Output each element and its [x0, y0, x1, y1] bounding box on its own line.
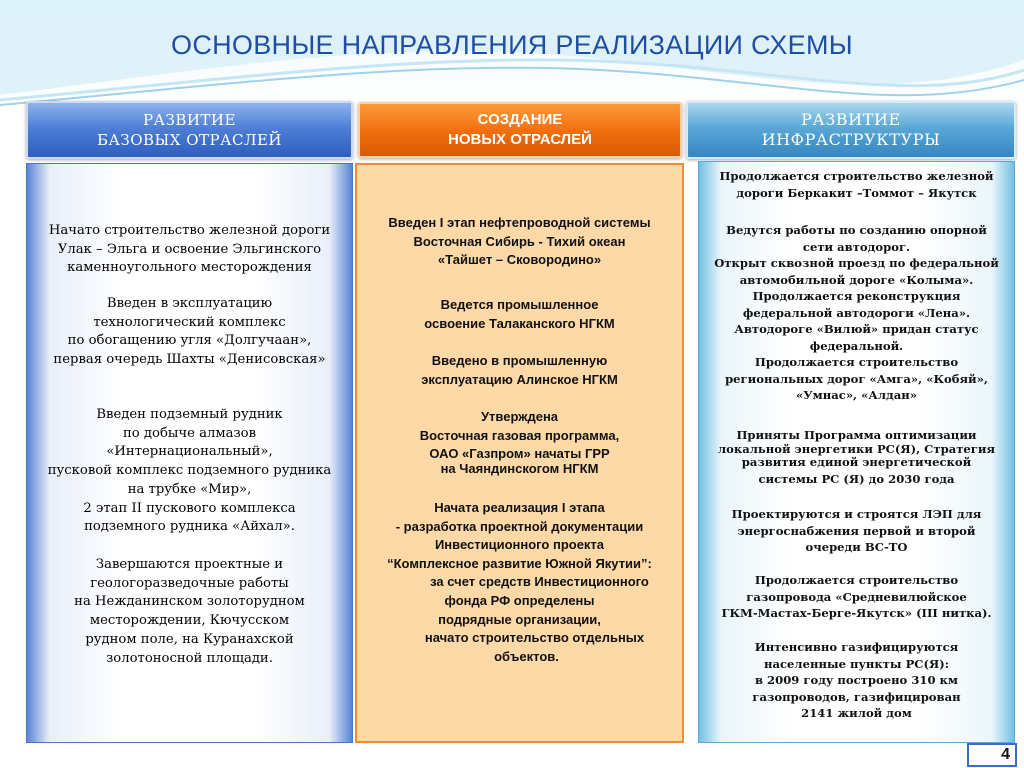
paragraph [27, 222, 352, 278]
page-number: 4 [967, 743, 1017, 767]
text-line: подземного рудника «Айхал». [84, 519, 295, 535]
text-line: Ведутся работы по созданию опорной [726, 223, 987, 237]
text-line: Автодороге «Вилюй» придан статус [734, 322, 979, 336]
text-line: региональных дорог «Амга», «Кобяй», [725, 371, 988, 386]
text-line: Открыт сквозной проезд по федеральной [714, 256, 999, 270]
text-line: по обогащению угля «Долгучаан», [67, 333, 312, 349]
text-line: объектов. [494, 648, 559, 664]
header-basic-industries [26, 101, 353, 159]
text-line: каменноугольного месторождения [67, 260, 312, 276]
text-line: Восточная Сибирь - Тихий океан [413, 233, 626, 249]
header-line: БАЗОВЫХ ОТРАСЛЕЙ [96, 131, 283, 149]
paragraph [357, 352, 682, 389]
text-line: газопровода «Средневилюйское [746, 589, 967, 604]
text-line: Интенсивно газифицируются [754, 640, 959, 654]
text-line: газопроводов, газифицирован [752, 689, 961, 704]
text-line: за счет средств Инвестиционного [430, 574, 649, 590]
text-line: Восточная газовая программа, [419, 427, 620, 443]
text-line: Инвестиционного проекта [434, 537, 605, 553]
paragraph [357, 214, 682, 270]
text-line: системы РС (Я) до 2030 года [758, 471, 955, 486]
text-line: Завершаются проектные и [95, 557, 284, 572]
paragraph [699, 506, 1014, 556]
text-line: в 2009 году построено 310 км [754, 673, 959, 687]
text-line: Введен подземный рудник [96, 407, 283, 422]
paragraph [27, 556, 352, 668]
header-new-industries [358, 102, 682, 158]
text-line: энергоснабжения первой и второй [737, 523, 976, 538]
header-infrastructure [686, 101, 1016, 159]
text-line: на трубке «Мир», [127, 481, 252, 497]
text-line: по добыче алмазов [122, 425, 257, 441]
text-line: «Тайшет – Сковородино» [437, 252, 602, 268]
header-line: СОЗДАНИЕ [477, 111, 563, 128]
text-line: ОАО «Газпром» начаты ГРР [429, 446, 610, 462]
text-line: рудном поле, на Куранахской [85, 631, 294, 647]
text-line: очереди ВС-ТО [805, 540, 908, 554]
text-line: федеральной автодороги «Лена». [742, 305, 971, 320]
text-line: начато строительство отдельных [424, 630, 645, 646]
paragraph [699, 572, 1014, 622]
page-title: ОСНОВНЫЕ НАПРАВЛЕНИЯ РЕАЛИЗАЦИИ СХЕМЫ [171, 30, 853, 60]
text-line: на Нежданинском золоторудном [74, 594, 305, 610]
paragraph [699, 639, 1014, 722]
text-line: технологический комплекс [93, 314, 286, 330]
text-line: на Чаяндинскогом НГКМ [440, 460, 599, 476]
text-line: “Комплексное развитие Южной Якутии”: [387, 555, 652, 571]
text-line: 2 этап II пускового комплекса [83, 500, 296, 516]
header-line: НОВЫХ ОТРАСЛЕЙ [448, 131, 592, 148]
text-line: - разработка проектной документации [395, 518, 644, 534]
paragraph [357, 408, 682, 478]
text-line: Продолжается строительство железной [719, 169, 994, 183]
text-line: Улак – Эльга и освоение Эльгинского [57, 241, 322, 257]
text-line: Продолжается строительство [754, 573, 959, 587]
text-line: подрядные организации, [438, 611, 601, 627]
text-line: автомобильной дороге «Колыма». [739, 272, 974, 287]
text-line: дороги Беркакит –Томмот – Якутск [736, 185, 977, 200]
column-infrastructure [698, 161, 1015, 743]
column-basic-industries [26, 163, 353, 743]
text-line: месторождении, Кючусском [89, 613, 290, 629]
text-line: Введен I этап нефтепроводной системы [388, 215, 651, 230]
header-line: РАЗВИТИЕ [801, 110, 901, 129]
text-line: развития единой энергетической [741, 455, 972, 469]
text-line: «Умнас», «Алдан» [796, 388, 917, 402]
text-line: Ведется промышленное [440, 297, 599, 312]
text-line: Введено в промышленную [431, 353, 608, 368]
text-line: 2141 жилой дом [801, 706, 912, 720]
text-line: Утверждена [480, 409, 559, 424]
text-line: Приняты Программа оптимизации [736, 428, 977, 442]
text-line: геологоразведочные работы [90, 575, 289, 591]
text-line: Введен в эксплуатацию [106, 296, 273, 311]
text-line: эксплуатацию Алинское НГКМ [421, 371, 618, 387]
text-line: Проектируются и строятся ЛЭП для [731, 507, 982, 521]
text-line: Продолжается строительство [754, 355, 959, 369]
paragraph [27, 406, 352, 537]
text-line: фонда РФ определены [444, 592, 595, 608]
paragraph [699, 168, 1014, 201]
paragraph [357, 296, 682, 333]
paragraph [699, 222, 1014, 404]
text-line: золотоносной площади. [106, 650, 273, 666]
text-line: освоение Талаканского НГКМ [424, 315, 615, 331]
text-line: пусковой комплекс подземного рудника [47, 463, 332, 479]
header-line: ИНФРАСТРУКТУРЫ [761, 130, 941, 149]
text-line: Начата реализация I этапа [434, 500, 605, 515]
text-line: локальной энергетики РС(Я), Стратегия [717, 441, 996, 456]
text-line: «Интернациональный», [106, 444, 273, 460]
paragraph [357, 499, 682, 666]
paragraph [27, 295, 352, 370]
text-line: федеральной. [809, 338, 904, 353]
text-line: Продолжается реконструкция [752, 289, 961, 303]
text-line: населенные пункты РС(Я): [763, 656, 950, 671]
paragraph [699, 427, 1014, 487]
header-line: РАЗВИТИЕ [143, 111, 236, 129]
text-line: Начато строительство железной дороги [48, 223, 331, 238]
column-new-industries [355, 163, 684, 743]
text-line: сети автодорог. [802, 239, 911, 254]
text-line: первая очередь Шахты «Денисовская» [53, 352, 326, 368]
text-line: ГКМ-Мастах-Берге-Якутск» (III нитка). [721, 606, 992, 620]
